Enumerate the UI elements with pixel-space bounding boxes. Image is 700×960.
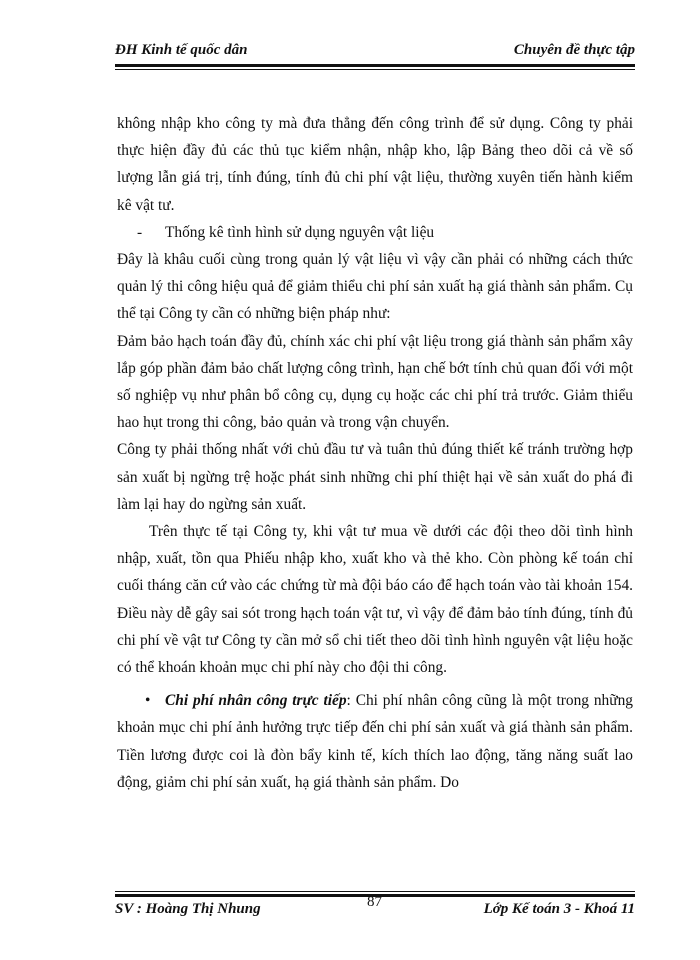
header-report-title: Chuyên đề thực tập	[513, 42, 635, 58]
dash-list-text: Thống kê tình hình sử dụng nguyên vật liệu	[165, 223, 435, 241]
dash-list-item	[117, 219, 633, 246]
bullet-text: : Chi phí nhân công cũng là một trong những khoản mục chi phí ảnh hưởng trực tiếp đến chi phí sản xuất và giá thành sản phẩm. Tiền lương được coi là đòn bẩy kinh tế, kích thích lao động, tăng năng suất lao động, giảm chi phí sản xuất, hạ giá thành sản phẩm. Do	[117, 692, 633, 791]
page-footer	[115, 894, 635, 925]
paragraph-5: Trên thực tế tại Công ty, khi vật tư mua về dưới các đội theo dõi tình hình nhập, xuất, tồn qua Phiếu nhập kho, xuất kho và thẻ kho. Còn phòng kế toán chỉ cuối tháng căn cứ vào các chứng từ mà đội báo cáo để hạch toán vào tài khoản 154. Điều này dễ gây sai sót trong hạch toán vật tư, vì vậy để đảm bảo tính đúng, tính đủ chi phí về vật tư Công ty cần mở sổ chi tiết theo dõi tình hình nguyên vật liệu hoặc có thể khoán khoản mục chi phí này cho đội thi công.	[117, 523, 633, 677]
bullet-list-item	[117, 687, 633, 796]
paragraph-2: Đây là khâu cuối cùng trong quản lý vật liệu vì vậy cần phải có những cách thức quản lý thi công hiệu quả để giảm thiểu chi phí sản xuất hạ giá thành sản phẩm. Cụ thể tại Công ty cần có những biện pháp như:	[117, 251, 633, 323]
dash-marker: -	[137, 223, 143, 241]
page-header	[115, 40, 635, 64]
header-university: ĐH Kinh tế quốc dân	[115, 42, 248, 58]
paragraph-4: Công ty phải thống nhất với chủ đầu tư và tuân thủ đúng thiết kế tránh trường hợp sản xuất bị ngừng trệ hoặc phát sinh những chi phí thiệt hại về sản xuất do phá đi làm lại hay do ngừng sản xuất.	[117, 441, 633, 513]
bullet-marker: •	[145, 692, 151, 710]
footer-student-name: SV : Hoàng Thị Nhung	[115, 901, 261, 917]
footer-rule-thin	[115, 891, 635, 892]
paragraph-1: không nhập kho công ty mà đưa thẳng đến công trình để sử dụng. Công ty phải thực hiện đầy đủ các thủ tục kiểm nhận, nhập kho, lập Bảng theo dõi cả về số lượng lẫn giá trị, tính đúng, tính đủ chi phí vật liệu, thường xuyên tiến hành kiểm kê vật tư.	[117, 115, 633, 214]
header-rule-thin	[115, 69, 635, 70]
page-body	[117, 110, 633, 796]
page-number: 87	[367, 894, 382, 910]
header-rule-thick	[115, 64, 635, 67]
footer-class-name: Lớp Kế toán 3 - Khoá 11	[483, 901, 635, 917]
bullet-term: Chi phí nhân công trực tiếp	[165, 692, 347, 710]
paragraph-3: Đảm bảo hạch toán đầy đủ, chính xác chi phí vật liệu trong giá thành sản phẩm xây lắp góp phần đảm bảo chất lượng công trình, hạn chế bớt tính chủ quan đối với một số nghiệp vụ như phân bổ công cụ, dụng cụ hoặc các chi phí trả trước. Giảm thiểu hao hụt trong thi công, bảo quản và trong vận chuyển.	[117, 332, 633, 432]
